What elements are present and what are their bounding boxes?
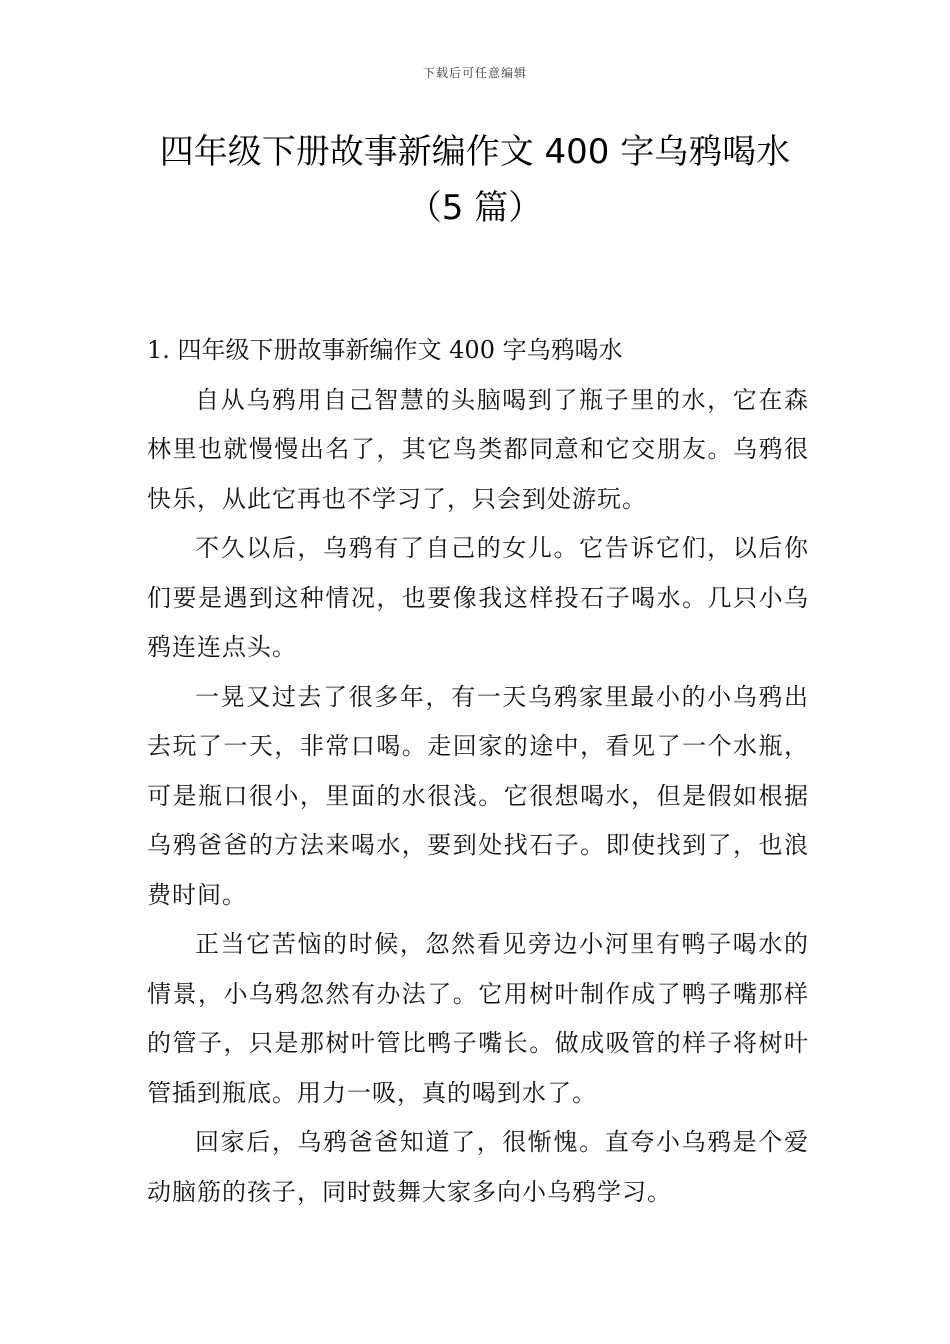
section-heading: 1. 四年级下册故事新编作文 400 字乌鸦喝水 bbox=[147, 336, 623, 364]
title-line-1: 四年级下册故事新编作文 400 字乌鸦喝水 bbox=[159, 132, 791, 172]
paragraph-2: 不久以后，乌鸦有了自己的女儿。它告诉它们，以后你们要是遇到这种情况，也要像我这样投石子喝水。几只小乌鸦连连点头。 bbox=[147, 534, 809, 661]
paragraph-1: 自从乌鸦用自己智慧的头脑喝到了瓶子里的水，它在森林里也就慢慢出名了，其它鸟类都同意和它交朋友。乌鸦很快乐，从此它再也不学习了，只会到处游玩。 bbox=[147, 385, 809, 513]
document-title bbox=[100, 124, 850, 236]
document-body bbox=[147, 326, 809, 1217]
paragraph-3: 一晃又过去了很多年，有一天乌鸦家里最小的小乌鸦出去玩了一天，非常口喝。走回家的途中，看见了一个水瓶，可是瓶口很小，里面的水很浅。它很想喝水，但是假如根据乌鸦爸爸的方法来喝水，要到处找石子。即使找到了，也浪费时间。 bbox=[147, 682, 809, 909]
paragraph-4: 正当它苦恼的时候，忽然看见旁边小河里有鸭子喝水的情景，小乌鸦忽然有办法了。它用树叶制作成了鸭子嘴那样的管子，只是那树叶管比鸭子嘴长。做成吸管的样子将树叶管插到瓶底。用力一吸，真的喝到水了。 bbox=[147, 930, 809, 1107]
paragraph-5: 回家后，乌鸦爸爸知道了，很惭愧。直夸小乌鸦是个爱动脑筋的孩子，同时鼓舞大家多向小乌鸦学习。 bbox=[147, 1128, 809, 1206]
download-note: 下载后可任意编辑 bbox=[422, 66, 527, 80]
title-line-2: （5 篇） bbox=[407, 188, 543, 228]
